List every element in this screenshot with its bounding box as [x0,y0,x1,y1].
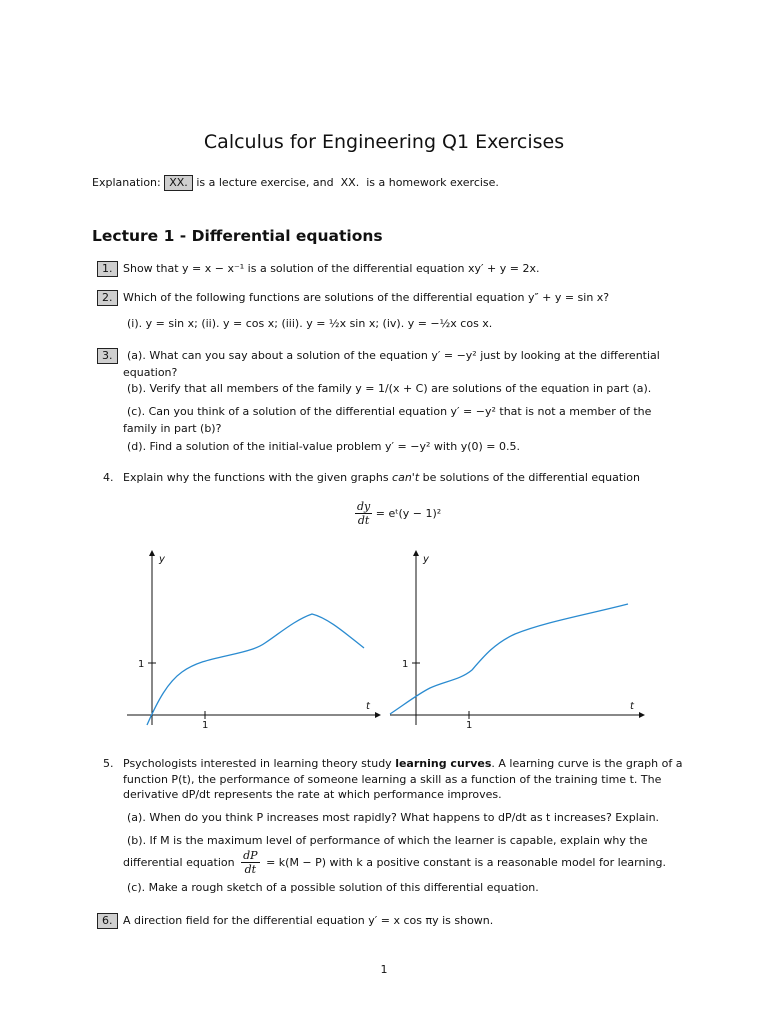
page-number: 1 [380,963,388,976]
bold-term: learning curves [395,757,492,770]
exercise-1-text: Show that y = x − x⁻¹ is a solution of the differential equation xy′ + y = 2x. [123,262,540,275]
exercise-number-box: 3. [97,348,118,364]
section-title: Lecture 1 - Differential equations [92,227,383,245]
exercise-number-box: 2. [97,290,118,306]
right-curve [390,604,628,714]
explanation [92,175,499,191]
left-x-label: t [366,701,370,712]
lecture-sample-box: XX. [164,175,193,191]
exercise-number-box: 1. [97,261,118,277]
equation-rhs: = eᵗ(y − 1)² [375,507,442,520]
exercise-5-line-2: function P(t), the performance of someone learning a skill as a function of the training time t. The [123,773,662,786]
exercise-3-c-cont: family in part (b)? [123,422,222,435]
exercise-2-options: (i). y = sin x; (ii). y = cos x; (iii). y = ½x sin x; (iv). y = −½x cos x. [127,317,493,330]
right-tick-y-label: 1 [402,659,409,670]
left-curve [147,614,364,725]
explanation-suffix: is a homework exercise. [366,176,499,189]
exercise-3-d: (d). Find a solution of the initial-value problem y′ = −y² with y(0) = 0.5. [127,440,520,453]
exercise-5-c: (c). Make a rough sketch of a possible solution of this differential equation. [127,881,539,894]
explanation-prefix: Explanation: [92,176,161,189]
right-tick-x-label: 1 [466,720,473,731]
exercise-3-a: (a). What can you say about a solution of the equation y′ = −y² just by looking at the differential [127,349,660,362]
exercise-5-b: (b). If M is the maximum level of performance of which the learner is capable, explain why the [127,834,648,847]
exercise-5-b-cont: differential equation $\frac{dP}{dt}$ = k(M − P) with k a positive constant is a reasonable model for learning. [123,849,666,876]
left-y-label: y [159,554,165,565]
exercise-3-b: (b). Verify that all members of the family y = 1/(x + C) are solutions of the equation in part (a). [127,382,652,395]
exercise-6 [97,913,118,929]
exercise-4-number: 4. [103,471,114,484]
exercise-1 [97,261,118,277]
exercise-3 [97,348,118,364]
exercise-5-number: 5. [103,757,114,770]
exercise-5-line-3: derivative dP/dt represents the rate at which performance improves. [123,788,502,801]
page-title: Calculus for Engineering Q1 Exercises [203,131,565,153]
exercise-2-text: Which of the following functions are solutions of the differential equation y″ + y = sin x? [123,291,610,304]
right-y-label: y [423,554,429,565]
exercise-2 [97,290,118,306]
homework-sample: XX. [340,176,360,189]
exercise-number-box: 6. [97,913,118,929]
exercise-4-text: Explain why the functions with the given graphs can't be solutions of the differential equation [123,471,640,484]
exercise-5-a: (a). When do you think P increases most rapidly? What happens to dP/dt as t increases? Explain. [127,811,660,824]
fraction-numerator: dy [357,500,371,513]
left-tick-x-label: 1 [202,720,209,731]
fraction-denominator: dt [244,863,257,876]
exercise-5-line-1: Psychologists interested in learning theory study learning curves. A learning curve is the graph of a [123,757,683,770]
left-tick-y-label: 1 [138,659,145,670]
exercise-3-c: (c). Can you think of a solution of the differential equation y′ = −y² that is not a member of the [127,405,652,418]
emphasis: can't [392,471,420,484]
fraction-numerator: dP [243,849,258,862]
explanation-middle: is a lecture exercise, and [196,176,334,189]
exercise-3-a-cont: equation? [123,366,178,379]
fraction-denominator: dt [357,514,370,527]
function-graphs [0,540,768,740]
differential-equation-display [355,500,441,527]
right-x-label: t [630,701,634,712]
exercise-6-text: A direction field for the differential equation y′ = x cos πy is shown. [123,914,494,927]
